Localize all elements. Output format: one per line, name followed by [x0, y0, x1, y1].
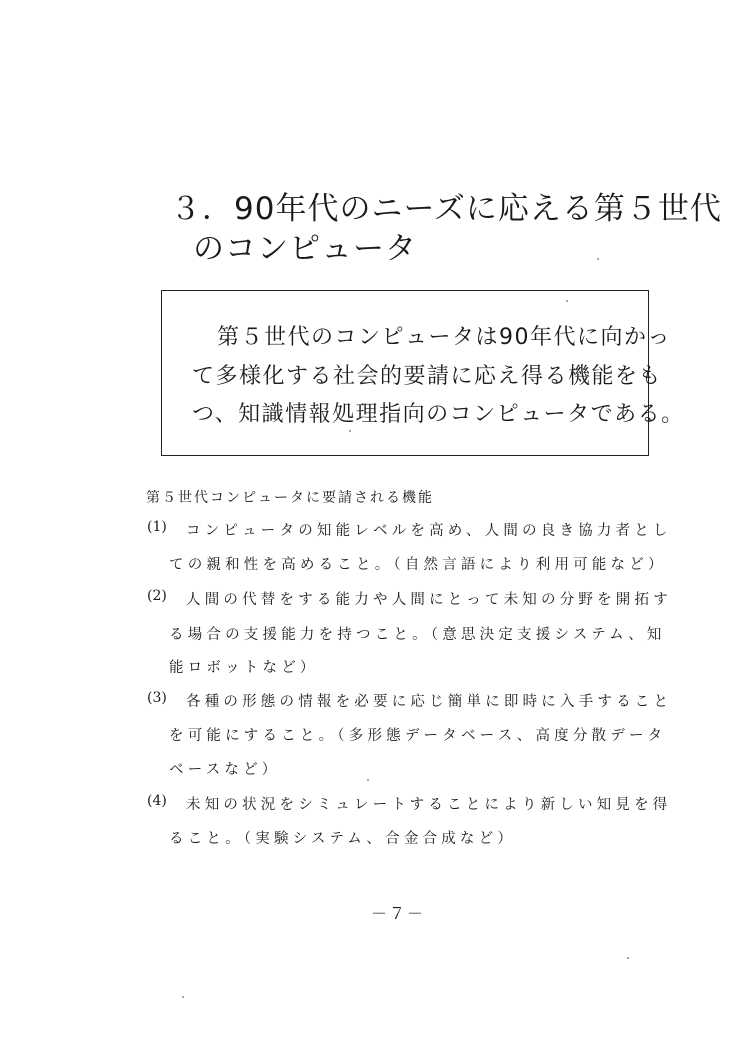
scan-speck [367, 779, 369, 781]
scan-speck [597, 258, 599, 260]
page-number: －７－ [371, 904, 426, 923]
section-title: 第５世代コンピュータに要請される機能 [146, 490, 434, 506]
item-2-number: (2) [147, 588, 167, 604]
item-1-line-2: ての親和性を高めること。（自然言語により利用可能など） [169, 557, 667, 573]
item-3-line-3: ベースなど） [169, 762, 281, 778]
scan-speck [627, 957, 629, 959]
heading-line-1: ３．90年代のニーズに応える第５世代 [170, 191, 722, 227]
summary-line-2: て多様化する社会的要請に応え得る機能をも [192, 364, 663, 389]
heading-line-2: のコンピュータ [193, 231, 417, 267]
item-2-line-2: る場合の支援能力を持つこと。（意思決定支援システム、知 [169, 627, 666, 643]
item-2-line-3: 能ロボットなど） [169, 660, 319, 676]
item-1-line-1: コンピュータの知能レベルを高め、人間の良き協力者とし [186, 523, 672, 539]
item-3-number: (3) [147, 690, 167, 706]
item-4-line-1: 未知の状況をシミュレートすることにより新しい知見を得 [186, 797, 672, 813]
summary-box [161, 290, 685, 456]
item-3-line-1: 各種の形態の情報を必要に応じ簡単に即時に入手すること [186, 694, 673, 710]
summary-line-1: 第５世代のコンピュータは90年代に向かっ [217, 325, 671, 350]
scan-speck [349, 430, 351, 432]
scan-speck [566, 300, 568, 302]
item-3-line-2: を可能にすること。（多形態データベース、高度分散データ [169, 728, 667, 744]
item-1-number: (1) [147, 519, 167, 535]
item-4-line-2: ること。（実験システム、合金合成など） [169, 831, 517, 847]
item-2-line-1: 人間の代替をする能力や人間にとって未知の分野を開拓す [186, 592, 672, 608]
scan-speck [182, 996, 184, 998]
summary-line-3: つ、知識情報処理指向のコンピュータである。 [192, 402, 685, 427]
item-4-number: (4) [147, 793, 167, 809]
